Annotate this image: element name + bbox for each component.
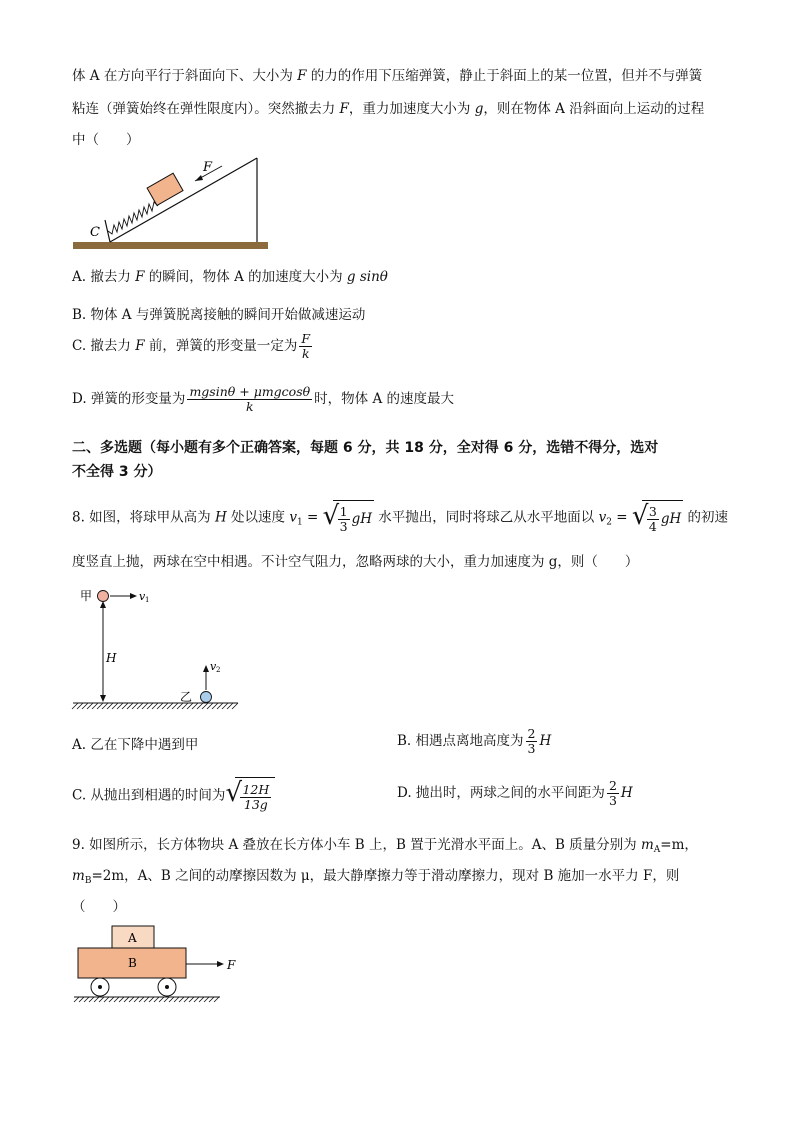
- label-v2: v: [210, 660, 217, 673]
- hatch-mark: [164, 997, 169, 1002]
- q7-option-d[interactable]: D. 弹簧的形变量为 $\frac{\text{mgsinθ + μmgcosθ}}{k}$ 时，物体 A 的速度最大: [72, 384, 454, 414]
- hatch-mark: [179, 997, 184, 1002]
- hatch-mark: [184, 997, 189, 1002]
- ground-bar: [73, 242, 268, 249]
- q7-option-a[interactable]: A. 撤去力 F 的瞬间，物体 A 的加速度大小为 g sinθ: [72, 269, 388, 285]
- hatch-mark: [217, 703, 223, 709]
- hatch-mark: [152, 703, 158, 709]
- section-heading-line1: 二、多选题（每小题有多个正确答案，每题 6 分，共 18 分，全对得 6 分，选错不得分，选对: [72, 440, 659, 456]
- label-c: C: [90, 225, 100, 240]
- wall-c: [105, 220, 110, 242]
- hatch-mark: [134, 997, 139, 1002]
- hatch-mark: [92, 703, 98, 709]
- hatch-mark: [192, 703, 198, 709]
- arrow-v1-head: [130, 593, 137, 599]
- hatch-mark: [159, 997, 164, 1002]
- q8-option-a[interactable]: A. 乙在下降中遇到甲: [72, 737, 199, 753]
- hatch-mark: [112, 703, 118, 709]
- q7-stem-line2: 粘连（弹簧始终在弹性限度内）。突然撤去力 F，重力加速度大小为 g，则在物体 A 沿斜面向上运动的过程: [72, 101, 705, 117]
- q7-option-b[interactable]: B. 物体 A 与弹簧脱离接触的瞬间开始做减速运动: [72, 307, 366, 323]
- q9-stem-line2: $m_B=2m$，A、B 之间的动摩擦因数为 μ，最大静摩擦力等于滑动摩擦力，现对 B 施加一水平力 F，则: [72, 868, 680, 886]
- q9-stem-line3: （ ）: [72, 899, 126, 915]
- hatch-mark: [94, 997, 99, 1002]
- q8-option-d[interactable]: D. 抛出时，两球之间的水平间距为 $\frac{2}{3}$ H: [397, 778, 633, 808]
- hatch-mark: [77, 703, 83, 709]
- hatch-mark: [157, 703, 163, 709]
- q7-incline-figure: [70, 150, 275, 256]
- ball-jia: [98, 591, 109, 602]
- hatch-mark: [167, 703, 173, 709]
- hatch-mark: [172, 703, 178, 709]
- hatch-mark: [209, 997, 214, 1002]
- hatch-mark: [154, 997, 159, 1002]
- hatch-mark: [87, 703, 93, 709]
- hatch-mark: [82, 703, 88, 709]
- ground-hatch-marks: [72, 703, 238, 709]
- hatch-mark: [199, 997, 204, 1002]
- block-a: [147, 173, 183, 205]
- q7-stem-line1: 体 A 在方向平行于斜面向下、大小为 F 的力的作用下压缩弹簧，静止于斜面上的某一位置，但并不与弹簧: [72, 68, 703, 84]
- height-arrow-top: [100, 601, 106, 608]
- q8-stem-line2: 度竖直上抛，两球在空中相遇。不计空气阻力，忽略两球的大小，重力加速度为 g，则（ ）: [72, 554, 639, 570]
- hatch-mark: [169, 997, 174, 1002]
- label-v1: v: [139, 590, 146, 603]
- hatch-mark: [132, 703, 138, 709]
- wheel-right-hub: [165, 985, 169, 989]
- height-arrow-bottom: [100, 695, 106, 702]
- hatch-mark: [162, 703, 168, 709]
- hatch-mark: [122, 703, 128, 709]
- hatch-mark: [144, 997, 149, 1002]
- q8-projectile-figure: [70, 584, 245, 718]
- hatch-mark: [207, 703, 213, 709]
- hatch-mark: [227, 703, 233, 709]
- hatch-mark: [189, 997, 194, 1002]
- hatch-mark: [214, 997, 219, 1002]
- hatch-mark: [222, 703, 228, 709]
- hatch-mark: [72, 703, 78, 709]
- hatch-mark: [149, 997, 154, 1002]
- hatch-mark: [127, 703, 133, 709]
- q8-stem-line1: 8. 如图，将球甲从高为 H 处以速度 $v_1$ = √ $\frac{1}{3}$ gH 水平抛出，同时将球乙从水平地面以 $v_2$ = √ $\frac{3}{4}$ gH 的初速: [72, 501, 729, 534]
- label-jia: 甲: [80, 589, 93, 603]
- hatch-mark: [142, 703, 148, 709]
- incline-hypotenuse: [110, 158, 257, 242]
- hatch-mark: [114, 997, 119, 1002]
- q7-option-c[interactable]: C. 撤去力 F 前，弹簧的形变量一定为 $\frac{F}{k}$: [72, 331, 311, 361]
- hatch-mark: [129, 997, 134, 1002]
- hatch-mark: [104, 997, 109, 1002]
- q9-stem-line1: 9. 如图所示，长方体物块 A 叠放在长方体小车 B 上，B 置于光滑水平面上。A、B 质量分别为 $m_A=m$，: [72, 837, 698, 855]
- hatch-mark: [84, 997, 89, 1002]
- hatch-mark: [109, 997, 114, 1002]
- cart-ground-hatch-marks: [74, 997, 219, 1002]
- hatch-mark: [197, 703, 203, 709]
- label-f: F: [203, 160, 213, 175]
- force-arrow-f-head: [195, 175, 203, 181]
- label-a: A: [128, 931, 137, 945]
- hatch-mark: [204, 997, 209, 1002]
- hatch-mark: [137, 703, 143, 709]
- hatch-mark: [212, 703, 218, 709]
- hatch-mark: [79, 997, 84, 1002]
- hatch-mark: [97, 703, 103, 709]
- hatch-mark: [74, 997, 79, 1002]
- hatch-mark: [117, 703, 123, 709]
- label-b: B: [128, 956, 137, 970]
- section-heading-line2: 不全得 3 分）: [72, 464, 162, 480]
- q8-option-b[interactable]: B. 相遇点离地高度为 $\frac{2}{3}$ H: [397, 726, 552, 756]
- hatch-mark: [202, 703, 208, 709]
- hatch-mark: [102, 703, 108, 709]
- hatch-mark: [107, 703, 113, 709]
- hatch-mark: [89, 997, 94, 1002]
- force-arrow-f-head: [217, 961, 224, 967]
- ball-yi: [201, 692, 212, 703]
- q7-stem-line3: 中（ ）: [72, 132, 140, 148]
- wheel-left-hub: [98, 985, 102, 989]
- q8-option-c[interactable]: C. 从抛出到相遇的时间为 √ $\frac{12H}{13g}$: [72, 777, 724, 815]
- hatch-mark: [99, 997, 104, 1002]
- hatch-mark: [194, 997, 199, 1002]
- label-h: H: [106, 651, 117, 665]
- hatch-mark: [147, 703, 153, 709]
- hatch-mark: [139, 997, 144, 1002]
- q9-cart-figure: [70, 920, 250, 1006]
- label-f: F: [227, 958, 236, 972]
- hatch-mark: [124, 997, 129, 1002]
- hatch-mark: [174, 997, 179, 1002]
- label-v1-sub: 1: [145, 596, 150, 604]
- label-yi: 乙: [180, 690, 193, 704]
- arrow-v2-head: [203, 665, 209, 672]
- hatch-mark: [119, 997, 124, 1002]
- hatch-mark: [232, 703, 238, 709]
- label-v2-sub: 2: [216, 666, 221, 674]
